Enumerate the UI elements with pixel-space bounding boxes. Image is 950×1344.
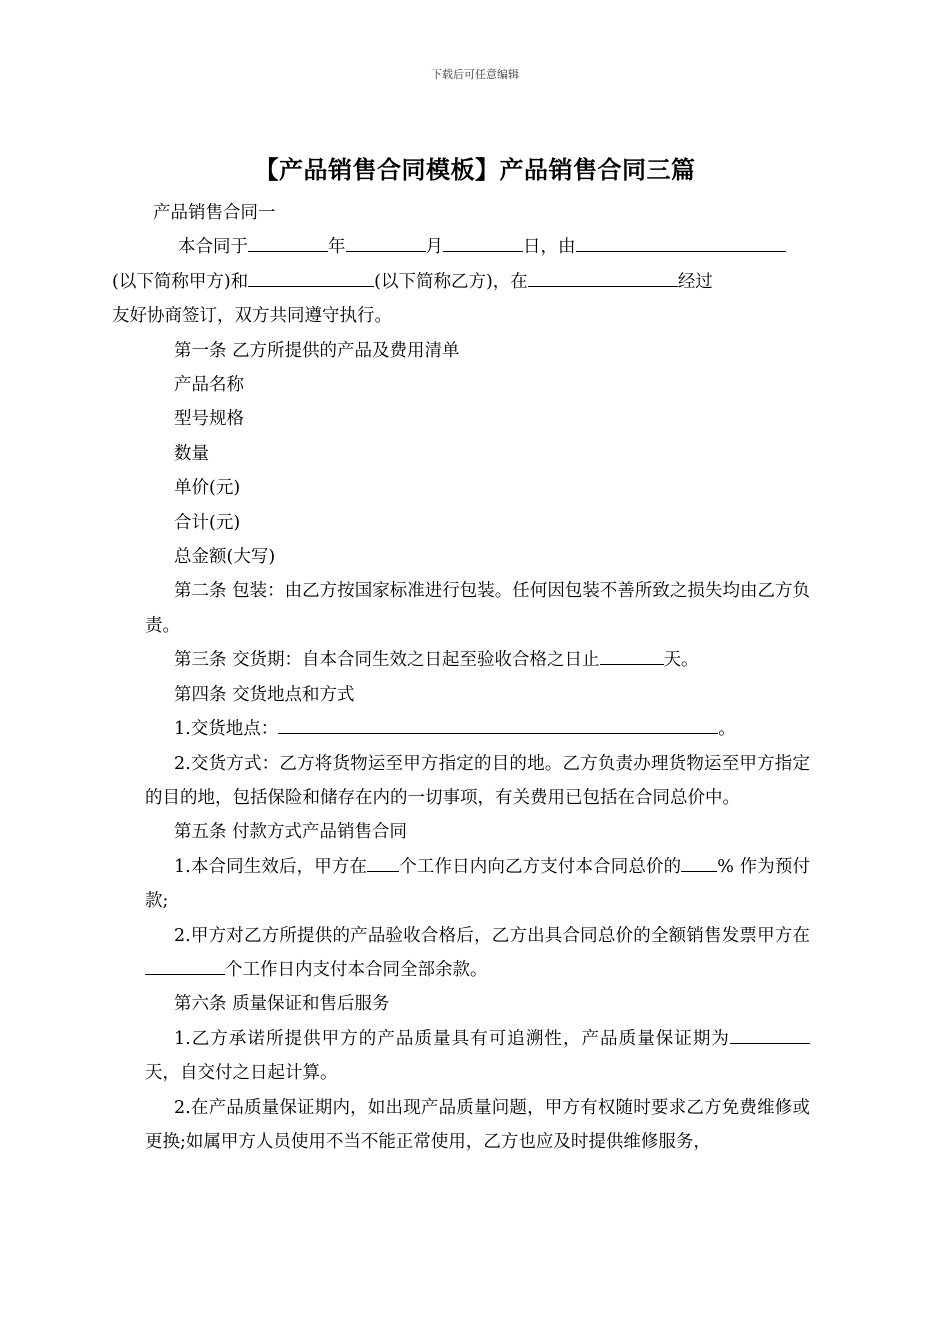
blank-month bbox=[346, 234, 426, 253]
delivery-place-suffix: 。 bbox=[718, 719, 736, 740]
blank-delivery-days bbox=[600, 647, 664, 666]
article-6-heading: 第六条 质量保证和售后服务 bbox=[174, 994, 390, 1015]
article-5-item-2 bbox=[145, 919, 810, 988]
intro-text-6: (以下简称乙方)，在 bbox=[374, 271, 528, 292]
blank-party-a bbox=[576, 234, 786, 253]
article-4-item-2: 2.交货方式：乙方将货物运至甲方指定的目的地。乙方负责办理货物运至甲方指定的目的地，包括保险和储存在内的一切事项，有关费用已包括在合同总价中。 bbox=[145, 753, 810, 808]
blank-warranty-days bbox=[730, 1025, 810, 1044]
blank-place bbox=[528, 268, 678, 287]
article-5-heading: 第五条 付款方式产品销售合同 bbox=[174, 822, 408, 843]
list-item-quantity: 数量 bbox=[174, 443, 209, 464]
article-2: 第二条 包装：由乙方按国家标准进行包装。任何因包装不善所致之损失均由乙方负责。 bbox=[145, 581, 810, 636]
blank-percent bbox=[681, 853, 717, 872]
header-note: 下载后可任意编辑 bbox=[431, 68, 519, 81]
contract-subtitle: 产品销售合同一 bbox=[153, 203, 276, 223]
blank-workdays bbox=[367, 853, 399, 872]
delivery-place-label: 1.交货地点： bbox=[174, 719, 279, 740]
article-3 bbox=[145, 643, 810, 677]
blank-balance-days bbox=[145, 956, 225, 975]
blank-year bbox=[248, 234, 328, 253]
a5-1-text-1: 1.本合同生效后，甲方在 bbox=[174, 856, 368, 877]
intro-text-4: 日，由 bbox=[523, 237, 576, 258]
blank-party-b bbox=[248, 268, 374, 287]
list-item-model: 型号规格 bbox=[174, 409, 244, 430]
a6-1-text-2: 天，自交付之日起计算。 bbox=[145, 1063, 338, 1084]
a6-1-text-1: 1.乙方承诺所提供甲方的产品质量具有可追溯性，产品质量保证期为 bbox=[174, 1028, 730, 1049]
list-item-product-name: 产品名称 bbox=[174, 375, 244, 396]
blank-day bbox=[443, 234, 523, 253]
article-3-text: 第三条 交货期：自本合同生效之日起至验收合格之日止 bbox=[174, 650, 600, 671]
a5-2-text-1: 2.甲方对乙方所提供的产品验收合格后，乙方出具合同总价的全额销售发票甲方在 bbox=[174, 925, 810, 946]
intro-text-2: 年 bbox=[328, 237, 346, 258]
article-5-item-1 bbox=[145, 850, 810, 919]
article-4-item-1 bbox=[145, 712, 810, 746]
intro-text-8: 友好协商签订，双方共同遵守执行。 bbox=[112, 306, 392, 327]
article-1-heading: 第一条 乙方所提供的产品及费用清单 bbox=[174, 340, 460, 361]
list-item-total-amount: 总金额(大写) bbox=[174, 547, 276, 568]
document-title: 【产品销售合同模板】产品销售合同三篇 bbox=[254, 155, 696, 184]
list-item-unit-price: 单价(元) bbox=[174, 478, 241, 499]
article-4-heading: 第四条 交货地点和方式 bbox=[174, 684, 355, 705]
intro-text-5: (以下简称甲方)和 bbox=[112, 271, 249, 292]
article-6-item-2: 2.在产品质量保证期内，如出现产品质量问题，甲方有权随时要求乙方免费维修或更换;如属甲方人员使用不当不能正常使用，乙方也应及时提供维修服务， bbox=[145, 1097, 810, 1152]
document-body bbox=[112, 196, 810, 1159]
list-item-subtotal: 合计(元) bbox=[174, 512, 241, 533]
intro-paragraph bbox=[112, 230, 810, 333]
article-6-item-1 bbox=[145, 1022, 810, 1091]
blank-delivery-place bbox=[278, 716, 718, 735]
intro-text-3: 月 bbox=[425, 237, 443, 258]
a5-2-text-2: 个工作日内支付本合同全部余款。 bbox=[225, 959, 488, 980]
a5-1-text-3: % 作为预付款; bbox=[145, 856, 810, 912]
intro-text-7: 经过 bbox=[677, 271, 713, 292]
article-3-suffix: 天。 bbox=[663, 650, 699, 671]
intro-text-1: 本合同于 bbox=[178, 237, 248, 258]
a5-1-text-2: 个工作日内向乙方支付本合同总价的 bbox=[399, 856, 682, 877]
